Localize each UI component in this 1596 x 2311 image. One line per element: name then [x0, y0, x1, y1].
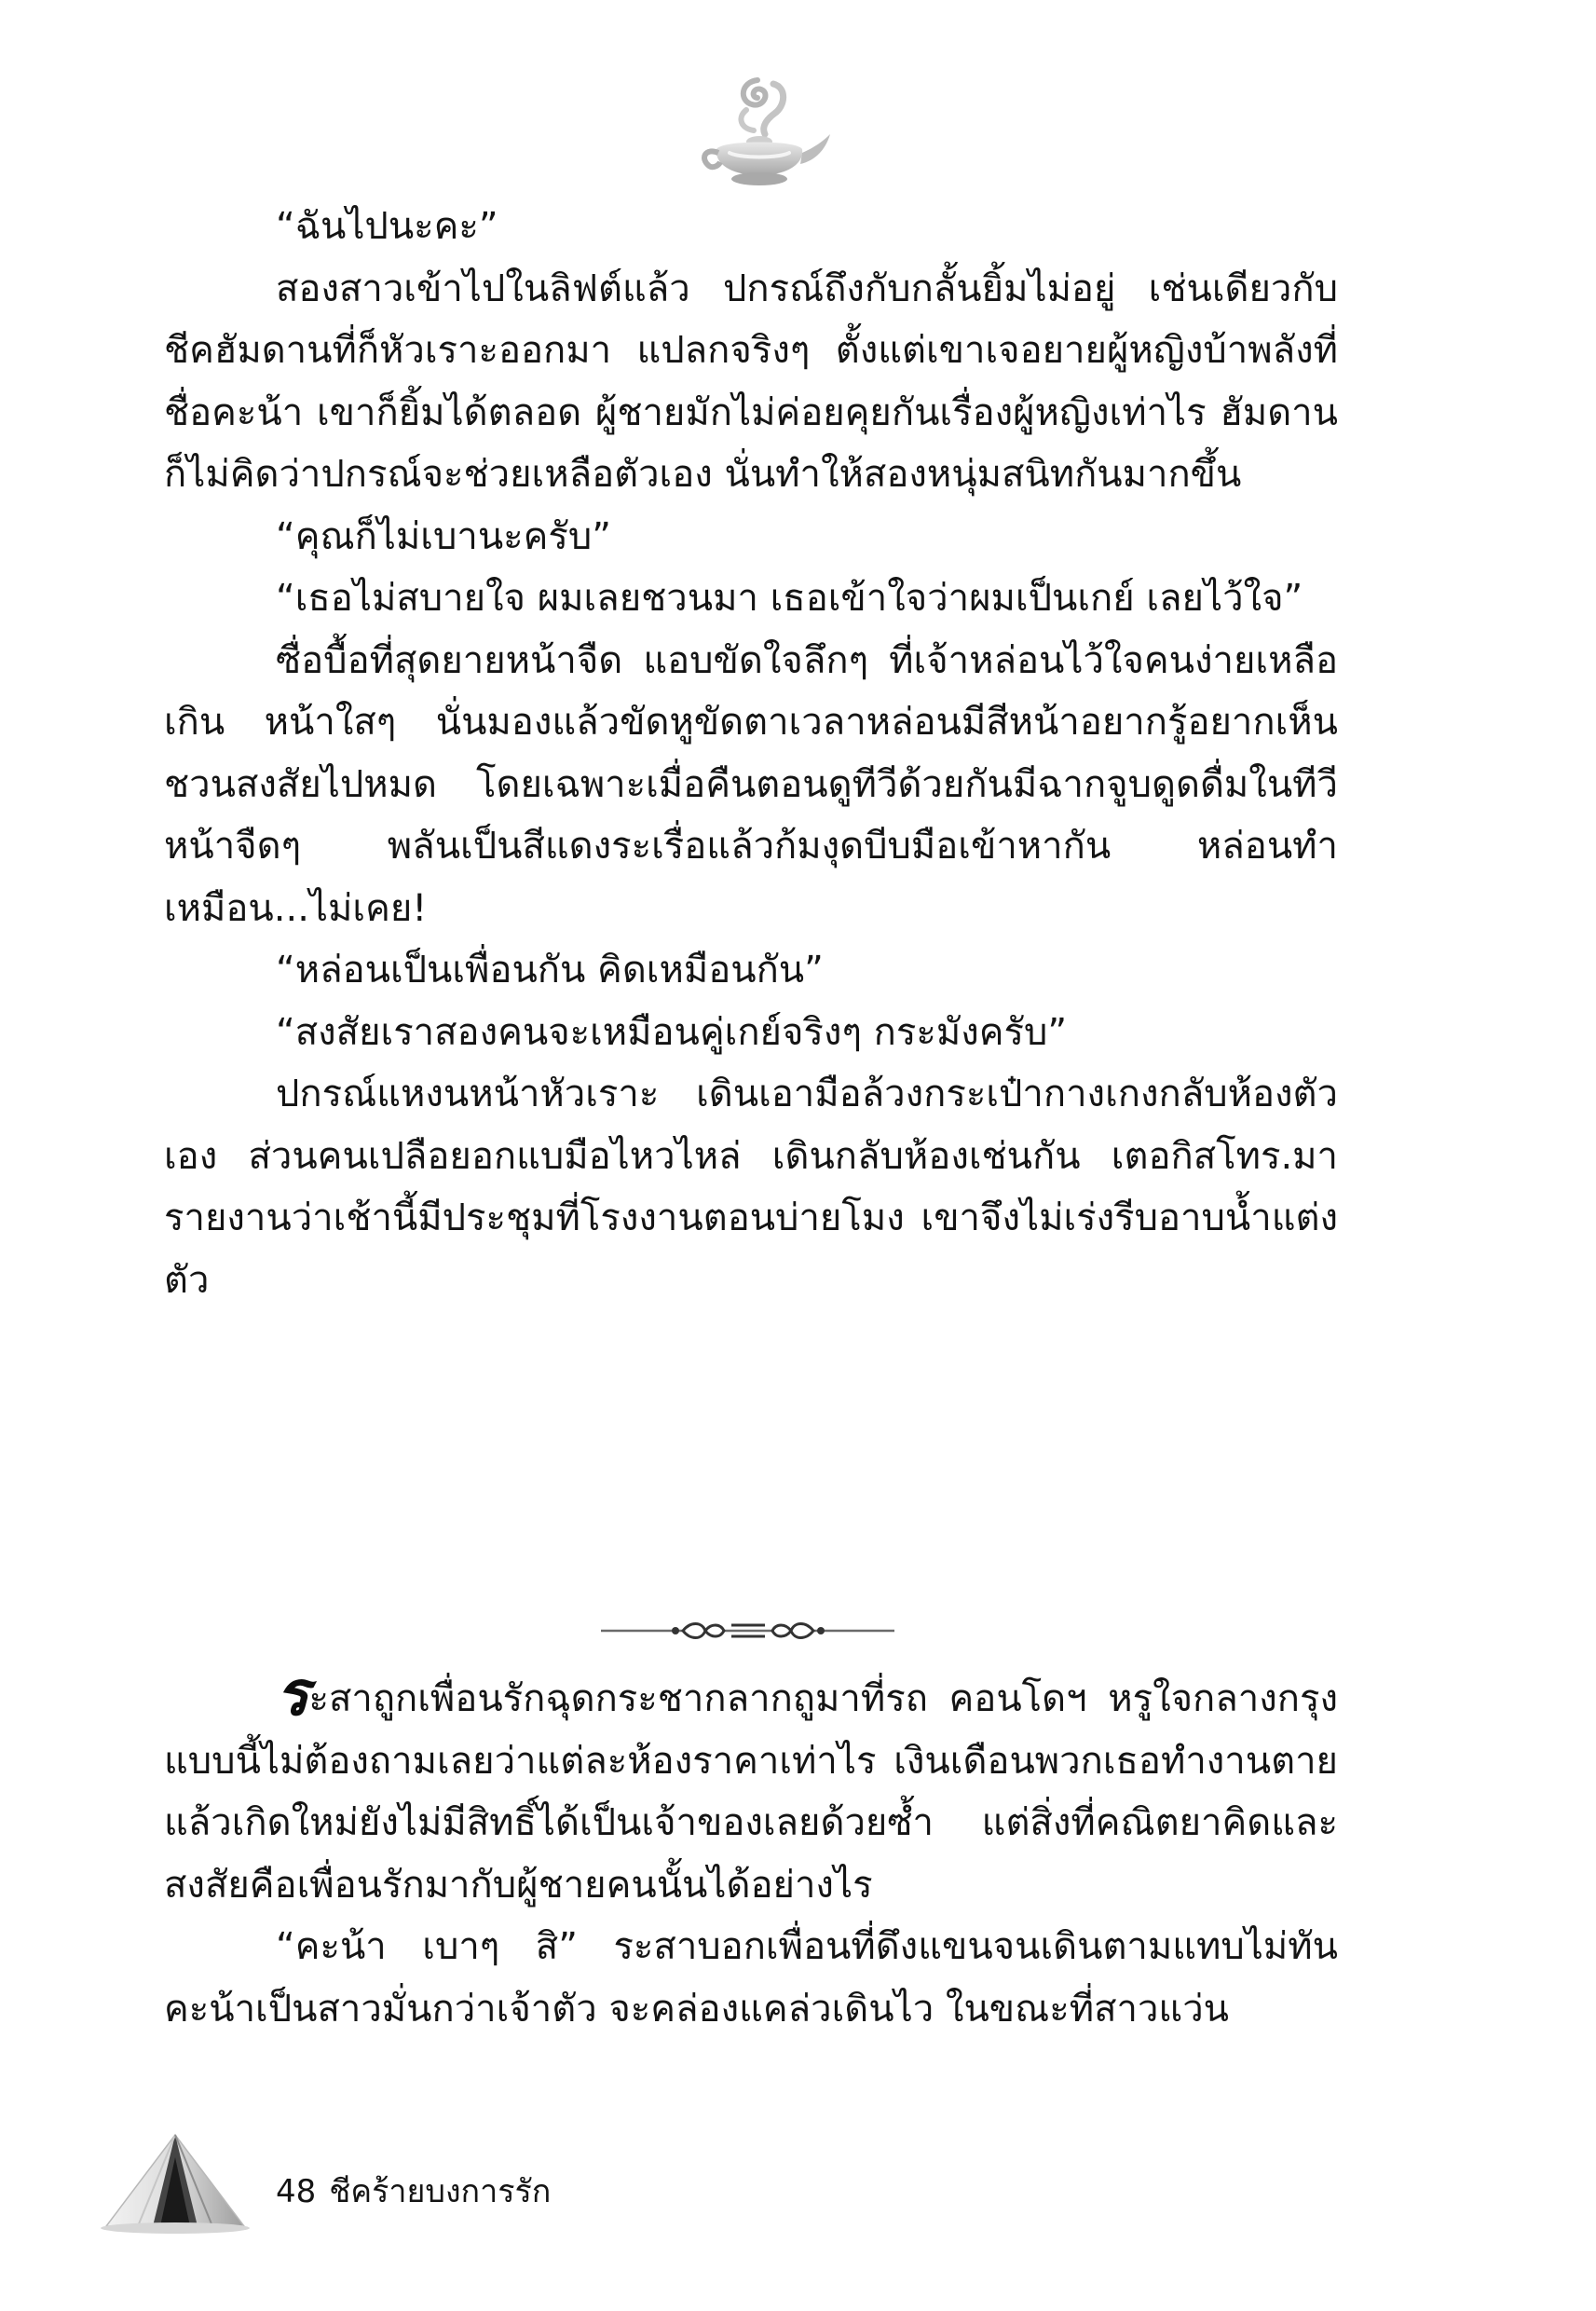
paragraph: ซื่อบื้อที่สุดยายหน้าจืด แอบขัดใจลึกๆ ที่เจ้าหล่อนไว้ใจคนง่ายเหลือเกิน หน้าใสๆ นั่นมองแล้วขัดหูขัดตาเวลาหล่อนมีสีหน้าอยากรู้อยากเห็นชวนสงสัยไปหมด โดยเฉพาะเมื่อคืนตอนดูทีวีด้วยกันมีฉากจูบดูดดื่มในทีวี หน้าจืดๆ พลันเป็นสีแดงระเรื่อแล้วก้มงุดบีบมือเข้าหากัน หล่อนทำเหมือน...ไม่เคย! — [164, 638, 1338, 930]
section-two — [164, 1657, 1338, 2040]
ornamental-divider-icon — [601, 1610, 894, 1651]
drop-cap-letter: ร — [276, 1657, 309, 1730]
tent-icon — [101, 2129, 250, 2241]
paragraph: “สงสัยเราสองคนจะเหมือนคู่เกย์จริงๆ กระมังครับ” — [276, 1010, 1068, 1054]
paragraph: “เธอไม่สบายใจ ผมเลยชวนมา เธอเข้าใจว่าผมเป็นเกย์ เลยไว้ใจ” — [276, 577, 1303, 620]
paragraph: “หล่อนเป็นเพื่อนกัน คิดเหมือนกัน” — [276, 949, 824, 991]
genie-lamp-icon — [685, 73, 834, 194]
book-title: ชีคร้ายบงการรัก — [329, 2173, 552, 2210]
paragraph-text: ะสาถูกเพื่อนรักฉุดกระชากลากถูมาที่รถ คอนโดฯ หรูใจกลางกรุงแบบนี้ไม่ต้องถามเลยว่าแต่ละห้องราคาเท่าไร เงินเดือนพวกเธอทำงานตายแล้วเกิดใหม่ยังไม่มีสิทธิ์ได้เป็นเจ้าของเลยด้วยซ้ำ แต่สิ่งที่คณิตยาคิดและสงสัยคือเพื่อนรักมากับผู้ชายคนนั้นได้อย่างไร — [164, 1677, 1338, 1907]
paragraph — [164, 1657, 1338, 1916]
paragraph: สองสาวเข้าไปในลิฟต์แล้ว ปกรณ์ถึงกับกลั้นยิ้มไม่อยู่ เช่นเดียวกับชีคฮัมดานที่ก็หัวเราะออกมา แปลกจริงๆ ตั้งแต่เขาเจอยายผู้หญิงบ้าพลังที่ชื่อคะน้า เขาก็ยิ้มได้ตลอด ผู้ชายมักไม่ค่อยคุยกันเรื่องผู้หญิงเท่าไร ฮัมดานก็ไม่คิดว่าปกรณ์จะช่วยเหลือตัวเอง นั่นทำให้สองหนุ่มสนิทกันมากขึ้น — [164, 267, 1338, 496]
page-footer — [276, 2173, 564, 2210]
page-number: 48 — [276, 2173, 317, 2210]
paragraph: “คะน้า เบาๆ สิ” ระสาบอกเพื่อนที่ดึงแขนจนเดินตามแทบไม่ทัน คะน้าเป็นสาวมั่นกว่าเจ้าตัว จะคล่องแคล่วเดินไว ในขณะที่สาวแว่น — [164, 1925, 1338, 2031]
paragraph: ปกรณ์แหงนหน้าหัวเราะ เดินเอามือล้วงกระเป๋ากางเกงกลับห้องตัวเอง ส่วนคนเปลือยอกแบมือไหวไหล่ เดินกลับห้องเช่นกัน เตอกิสโทร.มารายงานว่าเช้านี้มีประชุมที่โรงงานตอนบ่ายโมง เขาจึงไม่เร่งรีบอาบน้ำแต่งตัว — [164, 1073, 1338, 1302]
paragraph: “ฉันไปนะคะ” — [276, 205, 498, 248]
main-text — [164, 196, 1338, 1311]
paragraph: “คุณก็ไม่เบานะครับ” — [276, 514, 611, 558]
